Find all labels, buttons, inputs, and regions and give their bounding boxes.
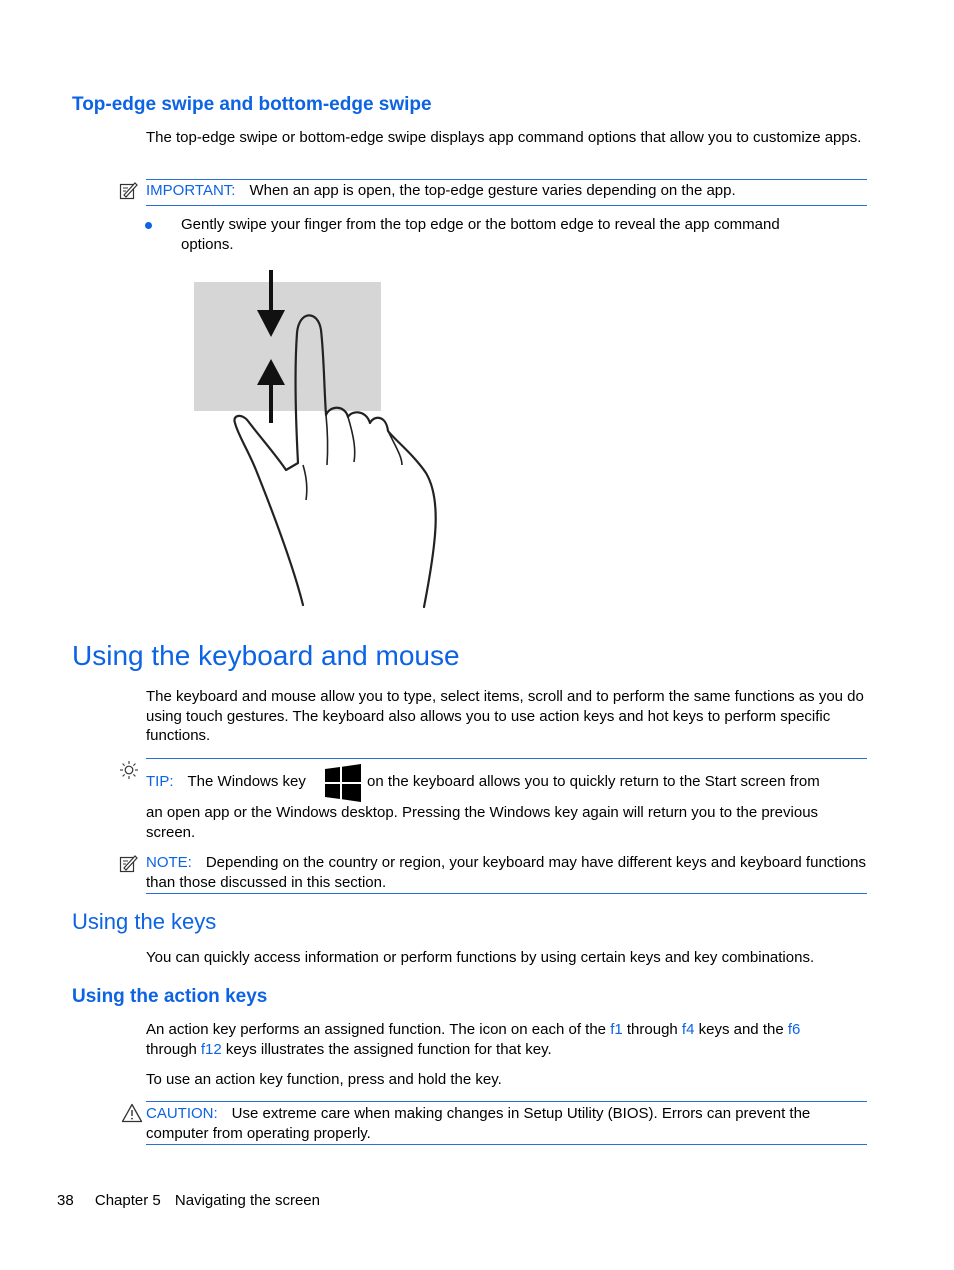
page-footer <box>57 1191 320 1211</box>
caution-callout <box>146 1104 871 1143</box>
heading-using-the-action-keys: Using the action keys <box>72 986 268 1007</box>
action-keys-text-2: through <box>626 1021 678 1038</box>
paragraph-action-keys <box>146 1020 871 1059</box>
tip-text-before: The Windows key <box>187 773 306 790</box>
action-keys-text-4: through <box>146 1040 197 1058</box>
note-label: NOTE: <box>146 854 192 871</box>
key-f6-link[interactable]: f6 <box>787 1021 801 1038</box>
note-text: Depending on the country or region, your keyboard may have different keys and keyboard functions than those discussed in this section. <box>146 854 866 891</box>
tip-label: TIP: <box>146 773 174 790</box>
chapter-title: Navigating the screen <box>174 1192 320 1209</box>
key-f12-link[interactable]: f12 <box>200 1040 222 1058</box>
note-callout <box>146 853 871 892</box>
important-bottom-rule <box>146 205 867 206</box>
tip-text-after: on the keyboard allows you to quickly return to the Start screen from <box>367 773 820 790</box>
important-top-rule <box>146 179 867 180</box>
caution-text: Use extreme care when making changes in Setup Utility (BIOS). Errors can prevent the computer from operating properly. <box>146 1105 811 1142</box>
tip-top-rule <box>146 758 867 759</box>
caution-label: CAUTION: <box>146 1105 218 1122</box>
heading-using-the-keys: Using the keys <box>72 909 217 934</box>
important-text: When an app is open, the top-edge gesture varies depending on the app. <box>249 182 736 199</box>
action-keys-text-5: keys illustrates the assigned function for that key. <box>225 1040 552 1058</box>
caution-top-rule <box>146 1101 867 1102</box>
tip-callout-first-line <box>146 772 306 792</box>
bullet-dot <box>145 222 152 229</box>
paragraph-press-and-hold: To use an action key function, press and hold the key. <box>146 1071 502 1088</box>
key-f1-link[interactable]: f1 <box>610 1021 623 1038</box>
heading-top-edge-swipe: Top-edge swipe and bottom-edge swipe <box>72 94 432 115</box>
important-callout <box>146 181 871 201</box>
paragraph-using-the-keys: You can quickly access information or perform functions by using certain keys and key combinations. <box>146 949 815 966</box>
pencil-note-icon <box>119 853 139 873</box>
paragraph-keyboard-and-mouse: The keyboard and mouse allow you to type, select items, scroll and to perform the same functions as you do using touch gestures. The keyboard also allows you to use action keys and hot keys to perform specific functions. <box>146 688 864 744</box>
caution-bottom-rule <box>146 1144 867 1145</box>
warning-triangle-icon <box>121 1103 143 1123</box>
chapter-number: Chapter 5 <box>94 1192 161 1209</box>
tip-text-continued: an open app or the Windows desktop. Pressing the Windows key again will return you to the previous screen. <box>146 804 819 841</box>
key-f4-link[interactable]: f4 <box>681 1021 695 1038</box>
pencil-note-icon <box>119 180 139 200</box>
important-label: IMPORTANT: <box>146 182 236 199</box>
lightbulb-icon <box>119 760 139 780</box>
bullet-text: Gently swipe your finger from the top edge or the bottom edge to reveal the app command options. <box>181 216 780 253</box>
paragraph-top-edge-swipe: The top-edge swipe or bottom-edge swipe displays app command options that allow you to customize apps. <box>146 129 862 146</box>
action-keys-text-3: keys and the <box>698 1021 784 1038</box>
heading-keyboard-and-mouse: Using the keyboard and mouse <box>72 640 460 671</box>
screen-edge-area <box>194 282 381 411</box>
action-keys-text-1: An action key performs an assigned function. The icon on each of the <box>146 1021 607 1038</box>
page-number: 38 <box>57 1192 74 1209</box>
windows-logo-icon <box>325 764 361 802</box>
swipe-gesture-illustration <box>190 265 450 615</box>
note-bottom-rule <box>146 893 867 894</box>
